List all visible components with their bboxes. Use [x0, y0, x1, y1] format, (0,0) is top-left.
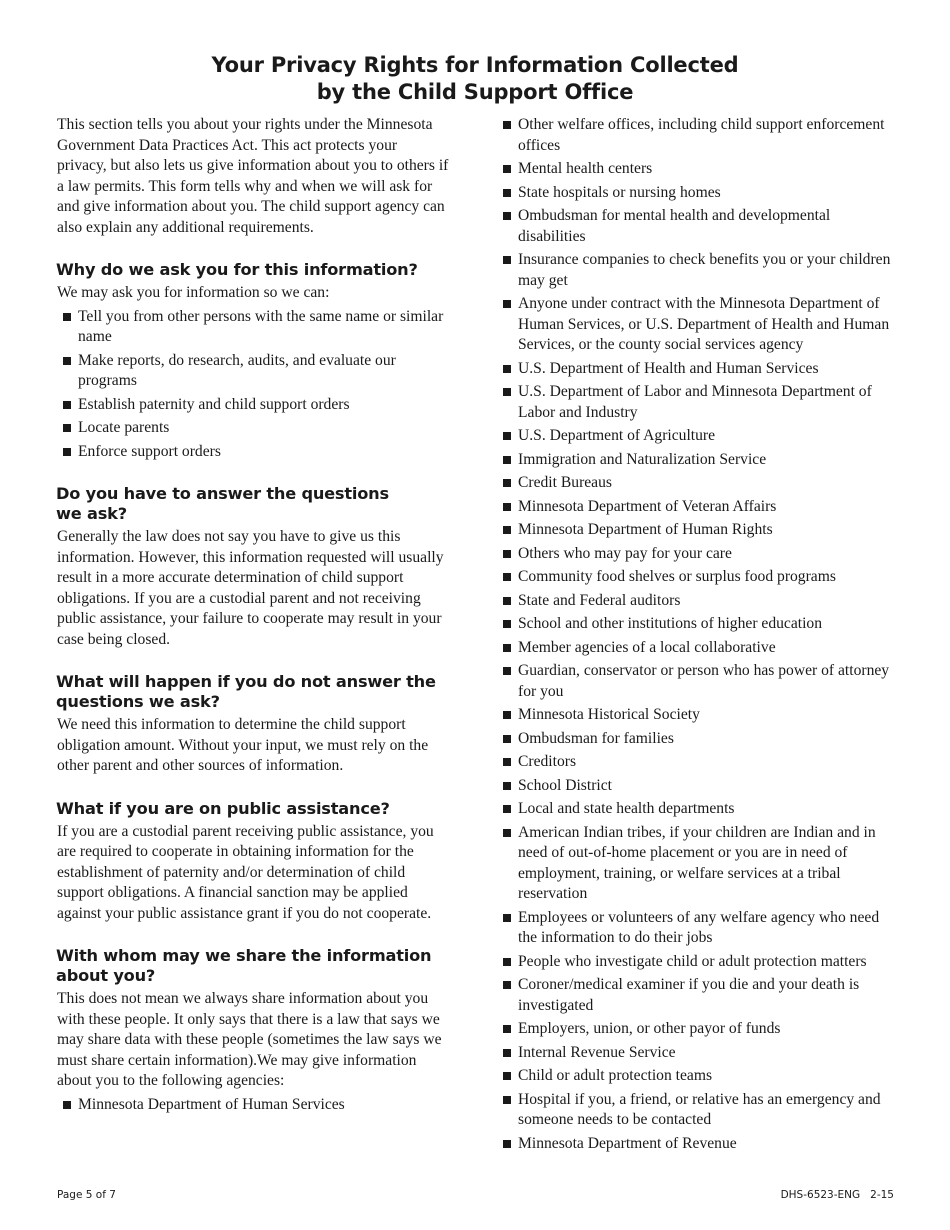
bullet-icon — [503, 758, 511, 766]
share-list-left — [57, 1095, 449, 1116]
list-item: Immigration and Naturalization Service — [501, 450, 901, 471]
not-answer-body: We need this information to determine the child support obligation amount. Without your input, we must rely on the other parent and other sources of information. — [57, 716, 429, 774]
bullet-icon — [503, 365, 511, 373]
intro-paragraph: This section tells you about your rights under the Minnesota Government Data Practices Act. This act protects your privacy, but also lets us give information about you to others if a law permits. This form tells why and when we will ask for and give information about you. The child support agency can also explain any additional requirements. — [57, 116, 449, 236]
bullet-icon — [503, 735, 511, 743]
list-item: Creditors — [501, 752, 901, 773]
bullet-icon — [63, 357, 71, 365]
bullet-icon — [503, 550, 511, 558]
page-number: Page 5 of 7 — [57, 1189, 116, 1201]
list-item: Credit Bureaus — [501, 473, 901, 494]
list-item: School and other institutions of higher education — [501, 614, 901, 635]
page-title-line-1: Your Privacy Rights for Information Collected — [211, 53, 739, 77]
bullet-icon — [63, 401, 71, 409]
have-to-heading: Do you have to answer the questions we ask? — [56, 484, 389, 523]
bullet-icon — [503, 644, 511, 652]
page-title-line-2: by the Child Support Office — [316, 80, 634, 104]
list-item: Minnesota Department of Veteran Affairs — [501, 497, 901, 518]
list-item: Insurance companies to check benefits you or your children may get — [501, 250, 901, 291]
bullet-icon — [503, 620, 511, 628]
bullet-icon — [503, 958, 511, 966]
bullet-icon — [63, 1101, 71, 1109]
bullet-icon — [63, 313, 71, 321]
bullet-icon — [503, 597, 511, 605]
list-item: Establish paternity and child support orders — [57, 395, 449, 416]
list-item: American Indian tribes, if your children are Indian and in need of out-of-home placement or you are in need of employment, training, or welfare services at a tribal reservation — [501, 823, 901, 905]
list-item: Other welfare offices, including child support enforcement offices — [501, 115, 901, 156]
list-item: Others who may pay for your care — [501, 544, 901, 565]
list-item: People who investigate child or adult protection matters — [501, 952, 901, 973]
bullet-icon — [503, 189, 511, 197]
bullet-icon — [503, 1140, 511, 1148]
list-item: U.S. Department of Labor and Minnesota Department of Labor and Industry — [501, 382, 901, 423]
bullet-icon — [503, 165, 511, 173]
public-assistance-body: If you are a custodial parent receiving public assistance, you are required to cooperate in obtaining information for the establishment of paternity and/or determination of child support obligations. A financial sanction may be applied against your public assistance grant if you do not cooperate. — [57, 822, 434, 922]
bullet-icon — [503, 981, 511, 989]
bullet-icon — [503, 256, 511, 264]
list-item: Mental health centers — [501, 159, 901, 180]
list-item: Enforce support orders — [57, 442, 449, 463]
bullet-icon — [503, 432, 511, 440]
bullet-icon — [503, 121, 511, 129]
bullet-icon — [503, 212, 511, 220]
public-assistance-heading: What if you are on public assistance? — [56, 798, 390, 818]
why-list — [57, 307, 449, 463]
list-item: State hospitals or nursing homes — [501, 183, 901, 204]
list-item: Community food shelves or surplus food programs — [501, 567, 901, 588]
list-item: U.S. Department of Health and Human Services — [501, 359, 901, 380]
list-item: Minnesota Department of Human Rights — [501, 520, 901, 541]
bullet-icon — [503, 1049, 511, 1057]
bullet-icon — [503, 805, 511, 813]
share-list-right — [501, 115, 901, 1154]
list-item: Ombudsman for families — [501, 729, 901, 750]
bullet-icon — [503, 503, 511, 511]
bullet-icon — [503, 1025, 511, 1033]
list-item: Make reports, do research, audits, and evaluate our programs — [57, 351, 449, 392]
page-title — [0, 52, 950, 106]
list-item: Hospital if you, a friend, or relative has an emergency and someone needs to be contacted — [501, 1090, 901, 1131]
list-item: Child or adult protection teams — [501, 1066, 901, 1087]
list-item: Local and state health departments — [501, 799, 901, 820]
list-item: Ombudsman for mental health and developmental disabilities — [501, 206, 901, 247]
bullet-icon — [503, 388, 511, 396]
left-column — [57, 115, 449, 1118]
list-item: Employees or volunteers of any welfare agency who need the information to do their jobs — [501, 908, 901, 949]
bullet-icon — [503, 573, 511, 581]
bullet-icon — [503, 711, 511, 719]
list-item: U.S. Department of Agriculture — [501, 426, 901, 447]
list-item: Coroner/medical examiner if you die and your death is investigated — [501, 975, 901, 1016]
have-to-body: Generally the law does not say you have to give us this information. However, this information requested will usually result in a more accurate determination of child support obligations. If you are a custodial parent and not receiving public assistance, your failure to cooperate may result in your case being closed. — [57, 528, 444, 648]
list-item: Minnesota Historical Society — [501, 705, 901, 726]
not-answer-heading: What will happen if you do not answer the questions we ask? — [56, 672, 436, 711]
list-item: Employers, union, or other payor of funds — [501, 1019, 901, 1040]
list-item: School District — [501, 776, 901, 797]
list-item: Anyone under contract with the Minnesota Department of Human Services, or U.S. Department of Health and Human Services, or the county social services agency — [501, 294, 901, 356]
form-id: DHS-6523-ENG 2-15 — [780, 1189, 894, 1201]
list-item: Member agencies of a local collaborative — [501, 638, 901, 659]
list-item: Minnesota Department of Revenue — [501, 1134, 901, 1155]
list-item: Tell you from other persons with the same name or similar name — [57, 307, 449, 348]
bullet-icon — [503, 526, 511, 534]
bullet-icon — [503, 667, 511, 675]
bullet-icon — [503, 456, 511, 464]
list-item: Locate parents — [57, 418, 449, 439]
bullet-icon — [503, 914, 511, 922]
bullet-icon — [503, 479, 511, 487]
list-item: Guardian, conservator or person who has power of attorney for you — [501, 661, 901, 702]
bullet-icon — [63, 424, 71, 432]
bullet-icon — [503, 782, 511, 790]
right-column — [501, 115, 901, 1157]
bullet-icon — [503, 829, 511, 837]
list-item: Internal Revenue Service — [501, 1043, 901, 1064]
share-body: This does not mean we always share information about you with these people. It only says that there is a law that says we may share data with these people (sometimes the law says we must share certain information).We may give information about you to the following agencies: — [57, 990, 442, 1089]
list-item: State and Federal auditors — [501, 591, 901, 612]
share-heading: With whom may we share the information about you? — [56, 946, 432, 985]
bullet-icon — [503, 300, 511, 308]
list-item: Minnesota Department of Human Services — [57, 1095, 449, 1116]
why-heading: Why do we ask you for this information? — [56, 260, 418, 279]
bullet-icon — [63, 448, 71, 456]
bullet-icon — [503, 1096, 511, 1104]
bullet-icon — [503, 1072, 511, 1080]
why-lead: We may ask you for information so we can: — [57, 284, 330, 301]
